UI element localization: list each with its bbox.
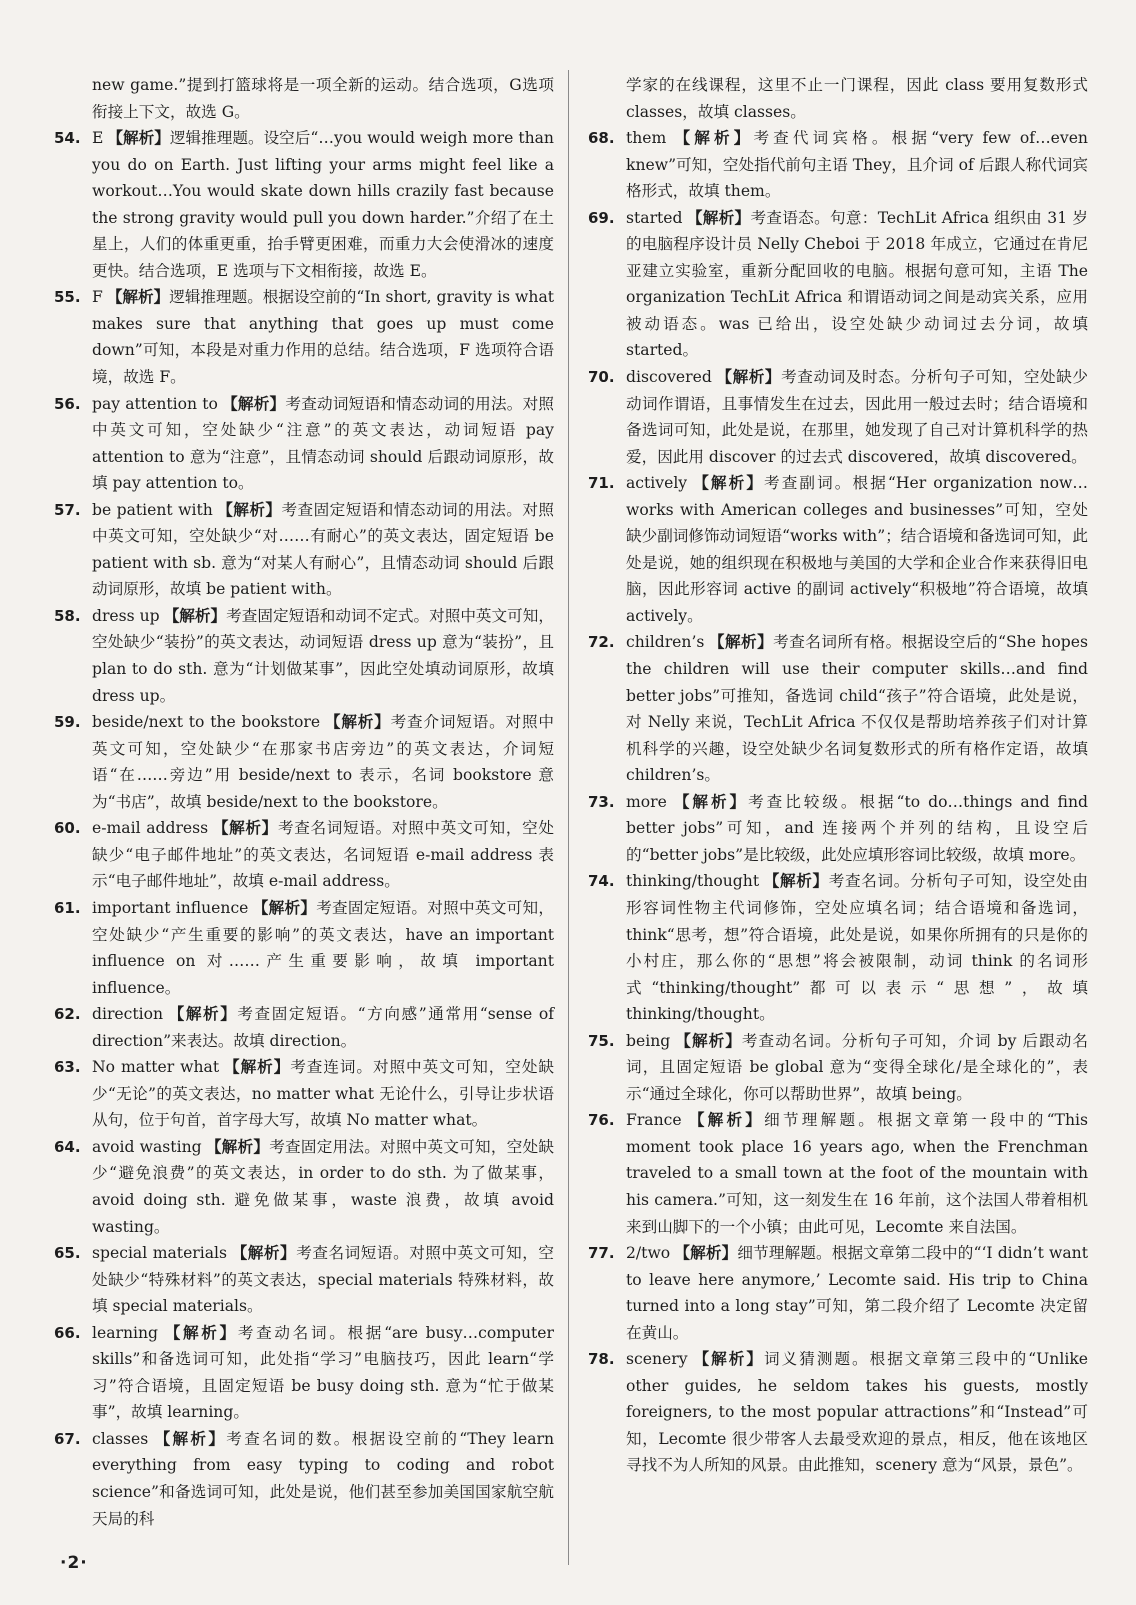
answer-item (54, 1001, 554, 1054)
analysis-tag: 【解析】 (324, 713, 391, 732)
analysis-tag: 【解析】 (107, 129, 170, 148)
question-number: 77. (588, 1244, 615, 1263)
analysis-tag: 【解析】 (167, 1005, 238, 1024)
analysis-tag: 【解析】 (212, 819, 278, 838)
question-number: 73. (588, 792, 615, 811)
answer-key: beside/next to the bookstore (92, 713, 321, 732)
answer-item (588, 1346, 1088, 1479)
explanation-text: 考查动词及时态。分析句子可知，空处缺少动词作谓语，且事情发生在过去，因此用一般过去时；结合语境和备选词可知，此处是说，在那里，她发现了自己对计算机科学的热爱，因此用 discover 的过去式 discovered，故填 discovered。 (626, 368, 1088, 466)
question-number: 57. (54, 500, 81, 519)
explanation-text: 考查连词。对照中英文可知，空处缺少“无论”的英文表达，no matter what 无论什么，引导让步状语从句，位于句首，首字母大写，故填 No matter what。 (92, 1058, 554, 1130)
answer-item (588, 868, 1088, 1027)
analysis-tag: 【解析】 (674, 1031, 742, 1050)
analysis-tag: 【解析】 (685, 1111, 765, 1130)
answer-key: 2/two (626, 1244, 671, 1263)
question-number: 61. (54, 898, 81, 917)
answer-key: be patient with (92, 500, 213, 519)
left-column (54, 72, 554, 1532)
explanation-text: 考查副词。根据“Her organization now…works with American colleges and businesses”可知，空处缺少副词修饰动词短语“works with”；结合语境和备选词可知，此处是说，她的组织现在积极地与美国的大学和企业合作来获得旧电脑，因此形容词 active 的副词 actively“积极地”符合语境，故填 actively。 (626, 474, 1088, 625)
answer-key: France (626, 1111, 682, 1130)
answer-key: avoid wasting (92, 1137, 202, 1156)
answer-item (588, 470, 1088, 629)
explanation-text: 考查名词的数。根据设空前的“They learn everything from easy typing to coding and robot science”和备选词可知，此处是说，他们甚至参加美国国家航空航天局的科 (92, 1429, 554, 1528)
answer-item (54, 603, 554, 709)
answer-key: actively (626, 474, 688, 493)
explanation-text: 考查固定用法。对照中英文可知，空处缺少“避免浪费”的英文表达，in order to do sth. 为了做某事，avoid doing sth. 避免做某事，waste 浪费，故填 avoid wasting。 (92, 1137, 554, 1236)
answer-key: important influence (92, 898, 249, 917)
answer-key: No matter what (92, 1058, 220, 1077)
analysis-tag: 【解析】 (763, 872, 829, 891)
question-number: 69. (588, 208, 615, 227)
question-number: 62. (54, 1005, 81, 1024)
explanation-text: 考查动词短语和情态动词的用法。对照中英文可知，空处缺少“注意”的英文表达，动词短语 pay attention to 意为“注意”，且情态动词 should 后跟动词原形，故填 pay attention to。 (92, 394, 554, 493)
answer-item (54, 125, 554, 284)
right-items (588, 125, 1088, 1479)
explanation-text: 考查名词短语。对照中英文可知，空处缺少“电子邮件地址”的英文表达，名词短语 e-mail address 表示“电子邮件地址”，故填 e-mail address。 (92, 819, 554, 891)
answer-key: scenery (626, 1350, 688, 1369)
answer-key: F (92, 288, 103, 307)
analysis-tag: 【解析】 (708, 633, 774, 652)
right-column (588, 72, 1088, 1479)
analysis-tag: 【解析】 (252, 898, 317, 917)
question-number: 67. (54, 1429, 81, 1448)
explanation-text: 考查固定短语和情态动词的用法。对照中英文可知，空处缺少“对……有耐心”的英文表达，固定短语 be patient with sb. 意为“对某人有耐心”，且情态动词 should 后跟动词原形，故填 be patient with。 (92, 500, 554, 599)
explanation-text: 考查名词所有格。根据设空后的“She hopes the children will use their computer skills…and find better jobs”可推知，备选词 child“孩子”符合语境，此处是说，对 Nelly 来说，TechLit Africa 不仅仅是帮助培养孩子们对计算机科学的兴趣，设空处缺少名词复数形式的所有格作定语，故填 children’s。 (626, 633, 1088, 785)
answer-item (54, 497, 554, 603)
answer-item (54, 391, 554, 497)
question-number: 55. (54, 288, 81, 307)
answer-key: E (92, 129, 104, 148)
analysis-tag: 【解析】 (106, 288, 170, 307)
answer-item (588, 1107, 1088, 1240)
explanation-text: 逻辑推理题。设空后“…you would weigh more than you do on Earth. Just lifting your arms might feel like a workout…You would skate down hills crazily fast because the strong gravity would pull you down harder.”介绍了在土星上，人们的体重更重，抬手臂更困难，而重力大会使滑冰的速度更快。结合选项，E 选项与下文相衔接，故选 E。 (92, 129, 554, 280)
question-number: 65. (54, 1244, 81, 1263)
analysis-tag: 【解析】 (205, 1137, 270, 1156)
question-number: 56. (54, 394, 81, 413)
analysis-tag: 【解析】 (231, 1244, 297, 1263)
answer-key: classes (92, 1429, 149, 1448)
answer-item (54, 1426, 554, 1532)
question-number: 74. (588, 872, 615, 891)
analysis-tag: 【解析】 (691, 1350, 764, 1369)
left-continuation-text: new game.”提到打篮球将是一项全新的运动。结合选项，G选项衔接上下文，故选 G。 (92, 76, 554, 121)
answer-key: pay attention to (92, 394, 218, 413)
answer-item (54, 1134, 554, 1240)
page-number: ·2· (60, 1553, 88, 1573)
explanation-text: 考查介词短语。对照中英文可知，空处缺少“在那家书店旁边”的英文表达，介词短语“在……旁边”用 beside/next to 表示，名词 bookstore 意为“书店”，故填 beside/next to the bookstore。 (92, 713, 554, 811)
question-number: 75. (588, 1031, 615, 1050)
answer-key: e-mail address (92, 819, 209, 838)
question-number: 78. (588, 1350, 615, 1369)
answer-key: dress up (92, 606, 160, 625)
answer-key: children’s (626, 633, 705, 652)
left-items (54, 125, 554, 1532)
explanation-text: 考查固定短语。对照中英文可知，空处缺少“产生重要的影响”的英文表达，have an important influence on 对……产生重要影响，故填 important influence。 (92, 898, 554, 997)
question-number: 72. (588, 633, 615, 652)
answer-key: special materials (92, 1244, 228, 1263)
question-number: 54. (54, 129, 81, 148)
explanation-text: 考查动名词。根据“are busy…computer skills”和备选词可知，此处指“学习”电脑技巧，因此 learn“学习”符合语境，且固定短语 be busy doing sth. 意为“忙于做某事”，故填 learning。 (92, 1323, 554, 1422)
question-number: 60. (54, 819, 81, 838)
explanation-text: 词义猜测题。根据文章第三段中的“Unlike other guides, he seldom takes his guests, mostly foreigners, to the most popular attractions”和“Instead”可知，Lecomte 很少带客人去最受欢迎的景点，相反，他在该地区寻找不为人所知的风景。由此推知，scenery 意为“风景，景色”。 (626, 1350, 1088, 1475)
analysis-tag: 【解析】 (163, 606, 227, 625)
question-number: 64. (54, 1137, 81, 1156)
explanation-text: 考查语态。句意：TechLit Africa 组织由 31 岁的电脑程序设计员 Nelly Cheboi 于 2018 年成立，它通过在肯尼亚建立实验室，重新分配回收的电脑。根据句意可知，主语 The organization TechLit Africa 和谓语动词之间是动宾关系，应用被动语态。was 已给出，设空处缺少动词过去分词，故填 started。 (626, 208, 1088, 360)
question-number: 71. (588, 474, 615, 493)
analysis-tag: 【解析】 (152, 1429, 227, 1448)
question-number: 66. (54, 1323, 81, 1342)
column-divider (568, 70, 569, 1565)
answer-item (54, 284, 554, 390)
explanation-text: 细节理解题。根据文章第一段中的“This moment took place 16 years ago, when the Frenchman traveled to a small town at the foot of the mountain with his camera.”可知，这一刻发生在 16 年前，这个法国人带着相机来到山脚下的一个小镇；由此可见，Lecomte 来自法国。 (626, 1111, 1088, 1236)
answer-item (54, 815, 554, 895)
explanation-text: 考查代词宾格。根据“very few of…even knew”可知，空处指代前句主语 They，且介词 of 后跟人称代词宾格形式，故填 them。 (626, 129, 1088, 201)
answer-key: direction (92, 1005, 164, 1024)
explanation-text: 逻辑推理题。根据设空前的“In short, gravity is what makes sure that anything that goes up must come down”可知，本段是对重力作用的总结。结合选项，F 选项符合语境，故选 F。 (92, 288, 555, 387)
question-number: 58. (54, 606, 81, 625)
explanation-text: 考查比较级。根据“to do…things and find better jobs”可知，and 连接两个并列的结构，且设空后的“better jobs”是比较级，此处应填形容词比较级，故填 more。 (626, 792, 1088, 864)
question-number: 76. (588, 1111, 615, 1130)
answer-item (588, 125, 1088, 205)
answer-item (588, 205, 1088, 364)
answer-item (588, 1240, 1088, 1346)
explanation-text: 考查固定短语。“方向感”通常用“sense of direction”来表达。故填 direction。 (92, 1005, 554, 1050)
answer-item (588, 629, 1088, 788)
answer-key: discovered (626, 368, 712, 387)
analysis-tag: 【解析】 (670, 792, 749, 811)
analysis-tag: 【解析】 (691, 474, 765, 493)
answer-item (54, 709, 554, 815)
analysis-tag: 【解析】 (216, 500, 282, 519)
explanation-text: 考查固定短语和动词不定式。对照中英文可知，空处缺少“装扮”的英文表达，动词短语 dress up 意为“装扮”，且 plan to do sth. 意为“计划做某事”，因此空处填动词原形，故填 dress up。 (92, 606, 554, 705)
analysis-tag: 【解析】 (674, 1244, 738, 1263)
answer-item (588, 789, 1088, 869)
answer-key: more (626, 792, 667, 811)
answer-item (54, 1054, 554, 1134)
analysis-tag: 【解析】 (162, 1323, 238, 1342)
analysis-tag: 【解析】 (715, 368, 782, 387)
right-continuation-text: 学家的在线课程，这里不止一门课程，因此 class 要用复数形式 classes，故填 classes。 (626, 76, 1088, 121)
answer-item (54, 1320, 554, 1426)
answer-key: thinking/thought (626, 872, 760, 891)
answer-item (588, 364, 1088, 470)
question-number: 59. (54, 713, 81, 732)
analysis-tag: 【解析】 (223, 1058, 291, 1077)
explanation-text: 考查名词短语。对照中英文可知，空处缺少“特殊材料”的英文表达，special materials 特殊材料，故填 special materials。 (92, 1244, 554, 1316)
question-number: 70. (588, 368, 615, 387)
answer-item (54, 895, 554, 1001)
answer-key: started (626, 208, 683, 227)
explanation-text: 考查名词。分析句子可知，设空处由形容词性物主代词修饰，空处应填名词；结合语境和备选词，think“思考，想”符合语境，此处是说，如果你所拥有的只是你的小村庄，那么你的“思想”将会被限制，动词 think 的名词形式“thinking/thought”都可以表示“思想”，故填 thinking/thought。 (626, 872, 1088, 1024)
question-number: 68. (588, 129, 615, 148)
answer-item (588, 1028, 1088, 1108)
explanation-text: 考查动名词。分析句子可知，介词 by 后跟动名词，且固定短语 be global 意为“变得全球化/是全球化的”，表示“通过全球化，你可以帮助世界”，故填 being。 (626, 1031, 1088, 1103)
analysis-tag: 【解析】 (686, 208, 751, 227)
explanation-text: 细节理解题。根据文章第二段中的“‘I didn’t want to leave here anymore,’ Lecomte said. His trip to China turned into a long stay”可知，第二段介绍了 Lecomte 决定留在黄山。 (626, 1244, 1088, 1342)
answer-key: being (626, 1031, 671, 1050)
answer-key: learning (92, 1323, 159, 1342)
answer-key: them (626, 129, 667, 148)
analysis-tag: 【解析】 (670, 129, 754, 148)
analysis-tag: 【解析】 (221, 394, 286, 413)
question-number: 63. (54, 1058, 81, 1077)
answer-item (54, 1240, 554, 1320)
